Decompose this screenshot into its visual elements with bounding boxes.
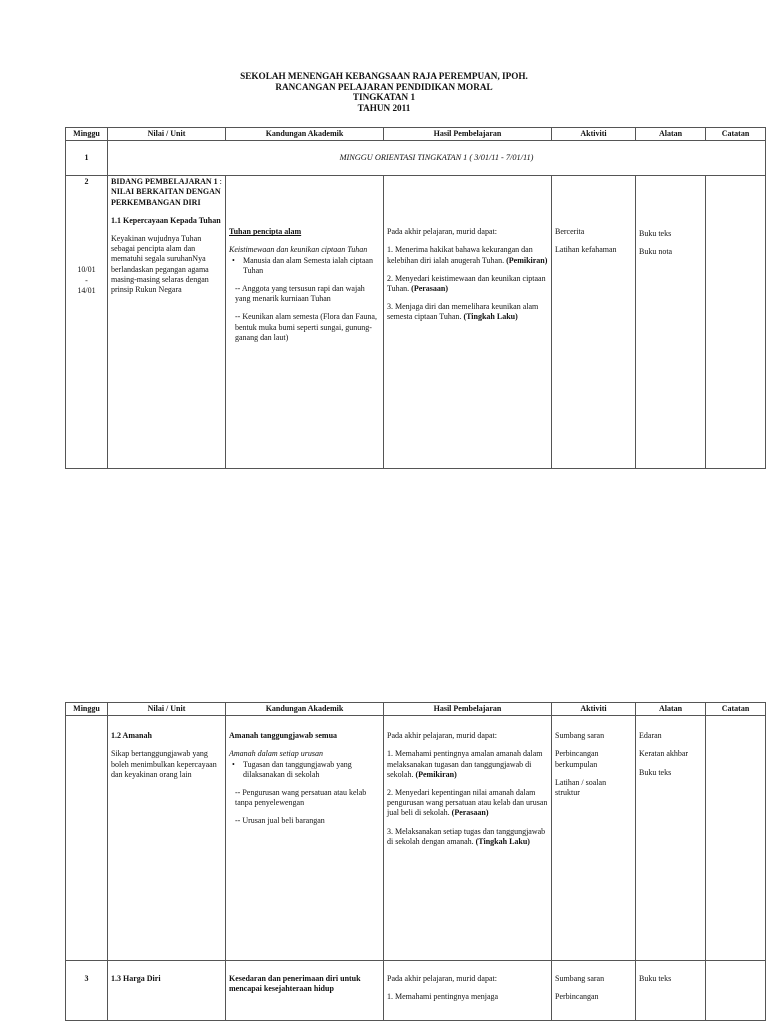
week-number: 2	[84, 177, 89, 187]
col-header-unit: Nilai / Unit	[108, 128, 226, 141]
col-header-activity: Aktiviti	[552, 703, 636, 716]
outcome-text: 2. Menyedari kepentingan nilai amanah dalam pengurusan wang persatuan atau kelab dan urusan jual beli di sekolah.	[387, 788, 548, 818]
col-header-week: Minggu	[66, 703, 108, 716]
date-separator: -	[85, 275, 88, 285]
unit-cell	[108, 716, 226, 961]
activity-item: Bercerita	[555, 227, 585, 237]
col-header-notes: Catatan	[706, 128, 766, 141]
outcome-cell	[384, 961, 552, 1021]
activity-item: Perbincangan	[555, 992, 599, 1002]
plan-title: RANCANGAN PELAJARAN PENDIDIKAN MORAL	[275, 81, 493, 92]
activity-item: Sumbang saran	[555, 974, 605, 984]
unit-desc: Sikap bertanggungjawab yang boleh menimbulkan kepercayaan dan keyakinan orang lain	[111, 749, 217, 779]
week-cell: 1	[66, 141, 108, 176]
unit-title: 1.3 Harga Diri	[111, 974, 161, 984]
document-header	[0, 71, 768, 113]
content-title: Tuhan pencipta alam	[229, 227, 302, 237]
table-header-row	[66, 703, 766, 716]
unit-desc: Keyakinan wujudnya Tuhan sebagai pencipta alam dan mematuhi segala suruhanNya berlandaskan pegangan agama masing-masing selaras dengan prinsip Rukun Negara	[111, 234, 209, 295]
col-header-content: Kandungan Akademik	[226, 703, 384, 716]
tool-item: Keratan akhbar	[639, 749, 689, 759]
activity-item: Perbincangan berkumpulan	[555, 749, 599, 769]
unit-title: 1.1 Kepercayaan Kepada Tuhan	[111, 215, 221, 225]
year: TAHUN 2011	[357, 102, 411, 113]
outcome-tag: (Pemikiran)	[415, 769, 457, 779]
col-header-unit: Nilai / Unit	[108, 703, 226, 716]
week-number: 3	[84, 974, 89, 984]
notes-cell	[706, 716, 766, 961]
activity-cell	[552, 716, 636, 961]
content-title: Kesedaran dan penerimaan diri untuk mencapai kesejahteraan hidup	[229, 974, 361, 994]
outcome-intro: Pada akhir pelajaran, murid dapat:	[387, 731, 497, 741]
outcome-text: 3. Melaksanakan setiap tugas dan tanggungjawab di sekolah dengan amanah.	[387, 826, 546, 846]
tools-cell	[636, 716, 706, 961]
lesson-plan-table-2	[65, 702, 766, 1021]
outcome-text: 1. Memahami pentingnya menjaga	[387, 992, 499, 1002]
content-subtitle: Keistimewaan dan keunikan ciptaan Tuhan	[229, 245, 368, 255]
notes-cell	[706, 961, 766, 1021]
outcome-text: 1. Menerima hakikat bahawa kekurangan dan kelebihan diri ialah anugerah Tuhan.	[387, 245, 533, 265]
col-header-content: Kandungan Akademik	[226, 128, 384, 141]
outcome-intro: Pada akhir pelajaran, murid dapat:	[387, 974, 497, 984]
content-dash-item: -- Pengurusan wang persatuan atau kelab tanpa penyelewengan	[235, 788, 367, 808]
content-dash-item: -- Keunikan alam semesta (Flora dan Fauna, bentuk muka bumi seperti sungai, gunung-ganang dan laut)	[235, 312, 377, 342]
activity-cell	[552, 176, 636, 469]
week-cell	[66, 176, 108, 469]
bidang-title: BIDANG PEMBELAJARAN 1	[111, 177, 218, 187]
tool-item: Buku nota	[639, 247, 673, 257]
outcome-cell	[384, 716, 552, 961]
content-bullet: • Tugasan dan tanggungjawab yang dilaksanakan di sekolah	[229, 760, 380, 780]
outcome-text: 3. Menjaga diri dan memelihara keunikan alam semesta ciptaan Tuhan.	[387, 302, 539, 322]
col-header-activity: Aktiviti	[552, 128, 636, 141]
unit-cell	[108, 176, 226, 469]
table-row	[66, 176, 766, 469]
lesson-plan-table-1	[65, 127, 766, 469]
unit-title: 1.2 Amanah	[111, 731, 152, 741]
outcome-intro: Pada akhir pelajaran, murid dapat:	[387, 227, 497, 237]
col-header-notes: Catatan	[706, 703, 766, 716]
outcome-tag: (Tingkah Laku)	[463, 312, 518, 322]
tool-item: Edaran	[639, 731, 662, 741]
week-cell	[66, 716, 108, 961]
bidang-desc: NILAI BERKAITAN DENGAN PERKEMBANGAN DIRI	[111, 187, 221, 207]
table-header-row	[66, 128, 766, 141]
school-name: SEKOLAH MENENGAH KEBANGSAAN RAJA PEREMPUAN, IPOH.	[240, 71, 528, 81]
content-cell	[226, 716, 384, 961]
col-header-outcome: Hasil Pembelajaran	[384, 703, 552, 716]
activity-item: Latihan / soalan struktur	[555, 777, 607, 798]
table-row	[66, 961, 766, 1021]
bidang-colon: :	[217, 177, 222, 187]
unit-cell	[108, 961, 226, 1021]
outcome-cell	[384, 176, 552, 469]
form-level: TINGKATAN 1	[352, 92, 416, 102]
outcome-tag: (Tingkah Laku)	[475, 836, 530, 846]
activity-item: Sumbang saran	[555, 731, 605, 741]
tool-item: Buku teks	[639, 229, 672, 239]
tools-cell	[636, 961, 706, 1021]
col-header-tools: Alatan	[636, 128, 706, 141]
tools-cell	[636, 176, 706, 469]
content-cell	[226, 176, 384, 469]
content-cell	[226, 961, 384, 1021]
content-dash-item: -- Anggota yang tersusun rapi dan wajah yang menarik kurniaan Tuhan	[235, 284, 365, 304]
content-bullet: • Manusia dan alam Semesta ialah ciptaan Tuhan	[229, 256, 380, 276]
date-to: 14/01	[77, 285, 96, 295]
outcome-text: 1. Memahami pentingnya amalan amanah dalam melaksanakan tugasan dan tanggungjawab di sekolah.	[387, 749, 543, 779]
col-header-week: Minggu	[66, 128, 108, 141]
activity-item: Latihan kefahaman	[555, 245, 617, 255]
outcome-text: 2. Menyedari keistimewaan dan keunikan ciptaan Tuhan.	[387, 273, 546, 294]
notes-cell	[706, 176, 766, 469]
week-cell	[66, 961, 108, 1021]
outcome-tag: (Perasaan)	[451, 808, 489, 818]
content-dash-item: -- Urusan jual beli barangan	[235, 816, 325, 826]
content-title: Amanah tanggungjawab semua	[229, 731, 338, 741]
date-from: 10/01	[77, 265, 96, 275]
tool-item: Buku teks	[639, 974, 672, 984]
content-subtitle: Amanah dalam setiap urusan	[229, 749, 323, 759]
col-header-outcome: Hasil Pembelajaran	[384, 128, 552, 141]
activity-cell	[552, 961, 636, 1021]
orientation-cell: MINGGU ORIENTASI TINGKATAN 1 ( 3/01/11 - 7/01/11)	[108, 141, 766, 176]
table-row	[66, 716, 766, 961]
col-header-tools: Alatan	[636, 703, 706, 716]
outcome-tag: (Pemikiran)	[506, 255, 548, 265]
table-row	[66, 141, 766, 176]
tool-item: Buku teks	[639, 767, 672, 777]
outcome-tag: (Perasaan)	[411, 284, 449, 294]
